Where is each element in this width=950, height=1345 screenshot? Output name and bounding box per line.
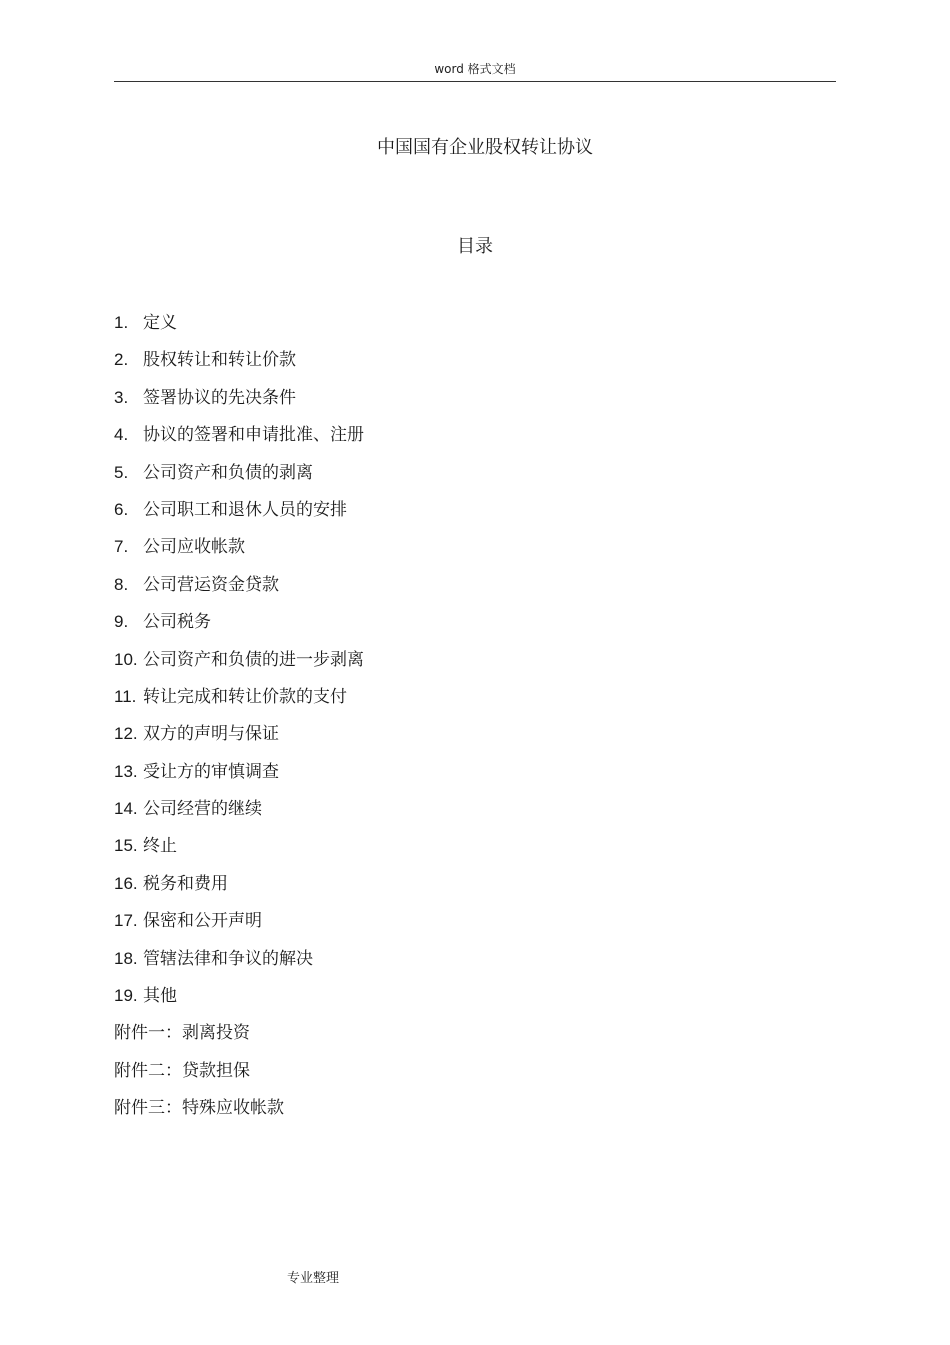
toc-item-number: 6.: [114, 499, 129, 519]
toc-item-label: 公司资产和负债的进一步剥离: [143, 649, 364, 670]
toc-item: [114, 983, 814, 1020]
toc-item: [114, 460, 814, 497]
toc-item-number: 2.: [114, 350, 129, 370]
toc-item-label: 股权转让和转让价款: [143, 350, 296, 371]
toc-item-label: 公司税务: [143, 612, 211, 633]
toc-item-number: 16.: [114, 873, 138, 893]
toc-item-number: 9.: [114, 612, 129, 632]
page-footer: 专业整理: [287, 1271, 340, 1286]
toc-item-label: 公司营运资金贷款: [143, 574, 279, 595]
toc-item-number: 15.: [114, 836, 138, 856]
toc-item-label: 受让方的审慎调查: [143, 761, 279, 782]
toc-item-label: 定义: [143, 313, 177, 333]
page-header-text: word 格式文档: [434, 62, 516, 76]
toc-item-label: 保密和公开声明: [143, 911, 262, 932]
toc-item-label: 公司经营的继续: [143, 799, 262, 820]
toc-item-number: 1.: [114, 313, 129, 332]
toc-item-number: 5.: [114, 462, 129, 482]
toc-item-number: 14.: [114, 799, 138, 819]
toc-item-label: 公司应收帐款: [143, 537, 245, 558]
toc-item-label: 税务和费用: [143, 873, 228, 894]
toc-item: [114, 385, 814, 422]
toc-item: [114, 833, 814, 870]
toc-item: [114, 1058, 814, 1095]
toc-item-label: 转让完成和转让价款的支付: [143, 686, 347, 707]
toc-item: [114, 684, 814, 721]
toc-heading: 目录: [457, 236, 493, 257]
toc-item-number: 13.: [114, 761, 138, 781]
toc-item: [114, 609, 814, 646]
document-title: 中国国有企业股权转让协议: [377, 137, 593, 158]
toc-item-label: 公司职工和退休人员的安排: [143, 499, 347, 520]
toc-item: [114, 908, 814, 945]
toc-item: [114, 572, 814, 609]
page-header: [114, 61, 836, 82]
toc-item: [114, 310, 814, 347]
toc-item-number: 19.: [114, 986, 138, 1006]
toc-item: [114, 946, 814, 983]
toc-item: [114, 347, 814, 384]
toc-item-label: 其他: [143, 986, 177, 1007]
toc-item-number: 3.: [114, 387, 129, 407]
toc-item-number: 4.: [114, 425, 129, 445]
toc-item: [114, 1095, 814, 1132]
table-of-contents: [114, 310, 814, 1133]
toc-item-label: 双方的声明与保证: [143, 724, 279, 745]
toc-item: [114, 721, 814, 758]
toc-item-label: 附件二：贷款担保: [114, 1060, 250, 1081]
toc-item: [114, 871, 814, 908]
toc-item-number: 18.: [114, 948, 138, 968]
toc-item-label: 管辖法律和争议的解决: [143, 948, 313, 969]
toc-item-number: 17.: [114, 911, 138, 931]
toc-item-label: 终止: [143, 836, 177, 857]
toc-item-label: 附件三：特殊应收帐款: [114, 1098, 284, 1119]
toc-item: [114, 1020, 814, 1057]
toc-item-label: 协议的签署和申请批准、注册: [143, 425, 364, 446]
toc-item: [114, 534, 814, 571]
toc-item-number: 11.: [114, 686, 137, 706]
toc-item: [114, 647, 814, 684]
toc-item: [114, 796, 814, 833]
toc-item-label: 签署协议的先决条件: [143, 387, 296, 408]
toc-item-label: 公司资产和负债的剥离: [143, 462, 313, 483]
toc-item: [114, 759, 814, 796]
toc-item-number: 10.: [114, 649, 138, 669]
toc-item: [114, 497, 814, 534]
toc-item-number: 8.: [114, 574, 129, 594]
toc-item: [114, 422, 814, 459]
toc-item-label: 附件一：剥离投资: [114, 1023, 250, 1044]
toc-item-number: 12.: [114, 724, 138, 744]
toc-item-number: 7.: [114, 537, 129, 557]
